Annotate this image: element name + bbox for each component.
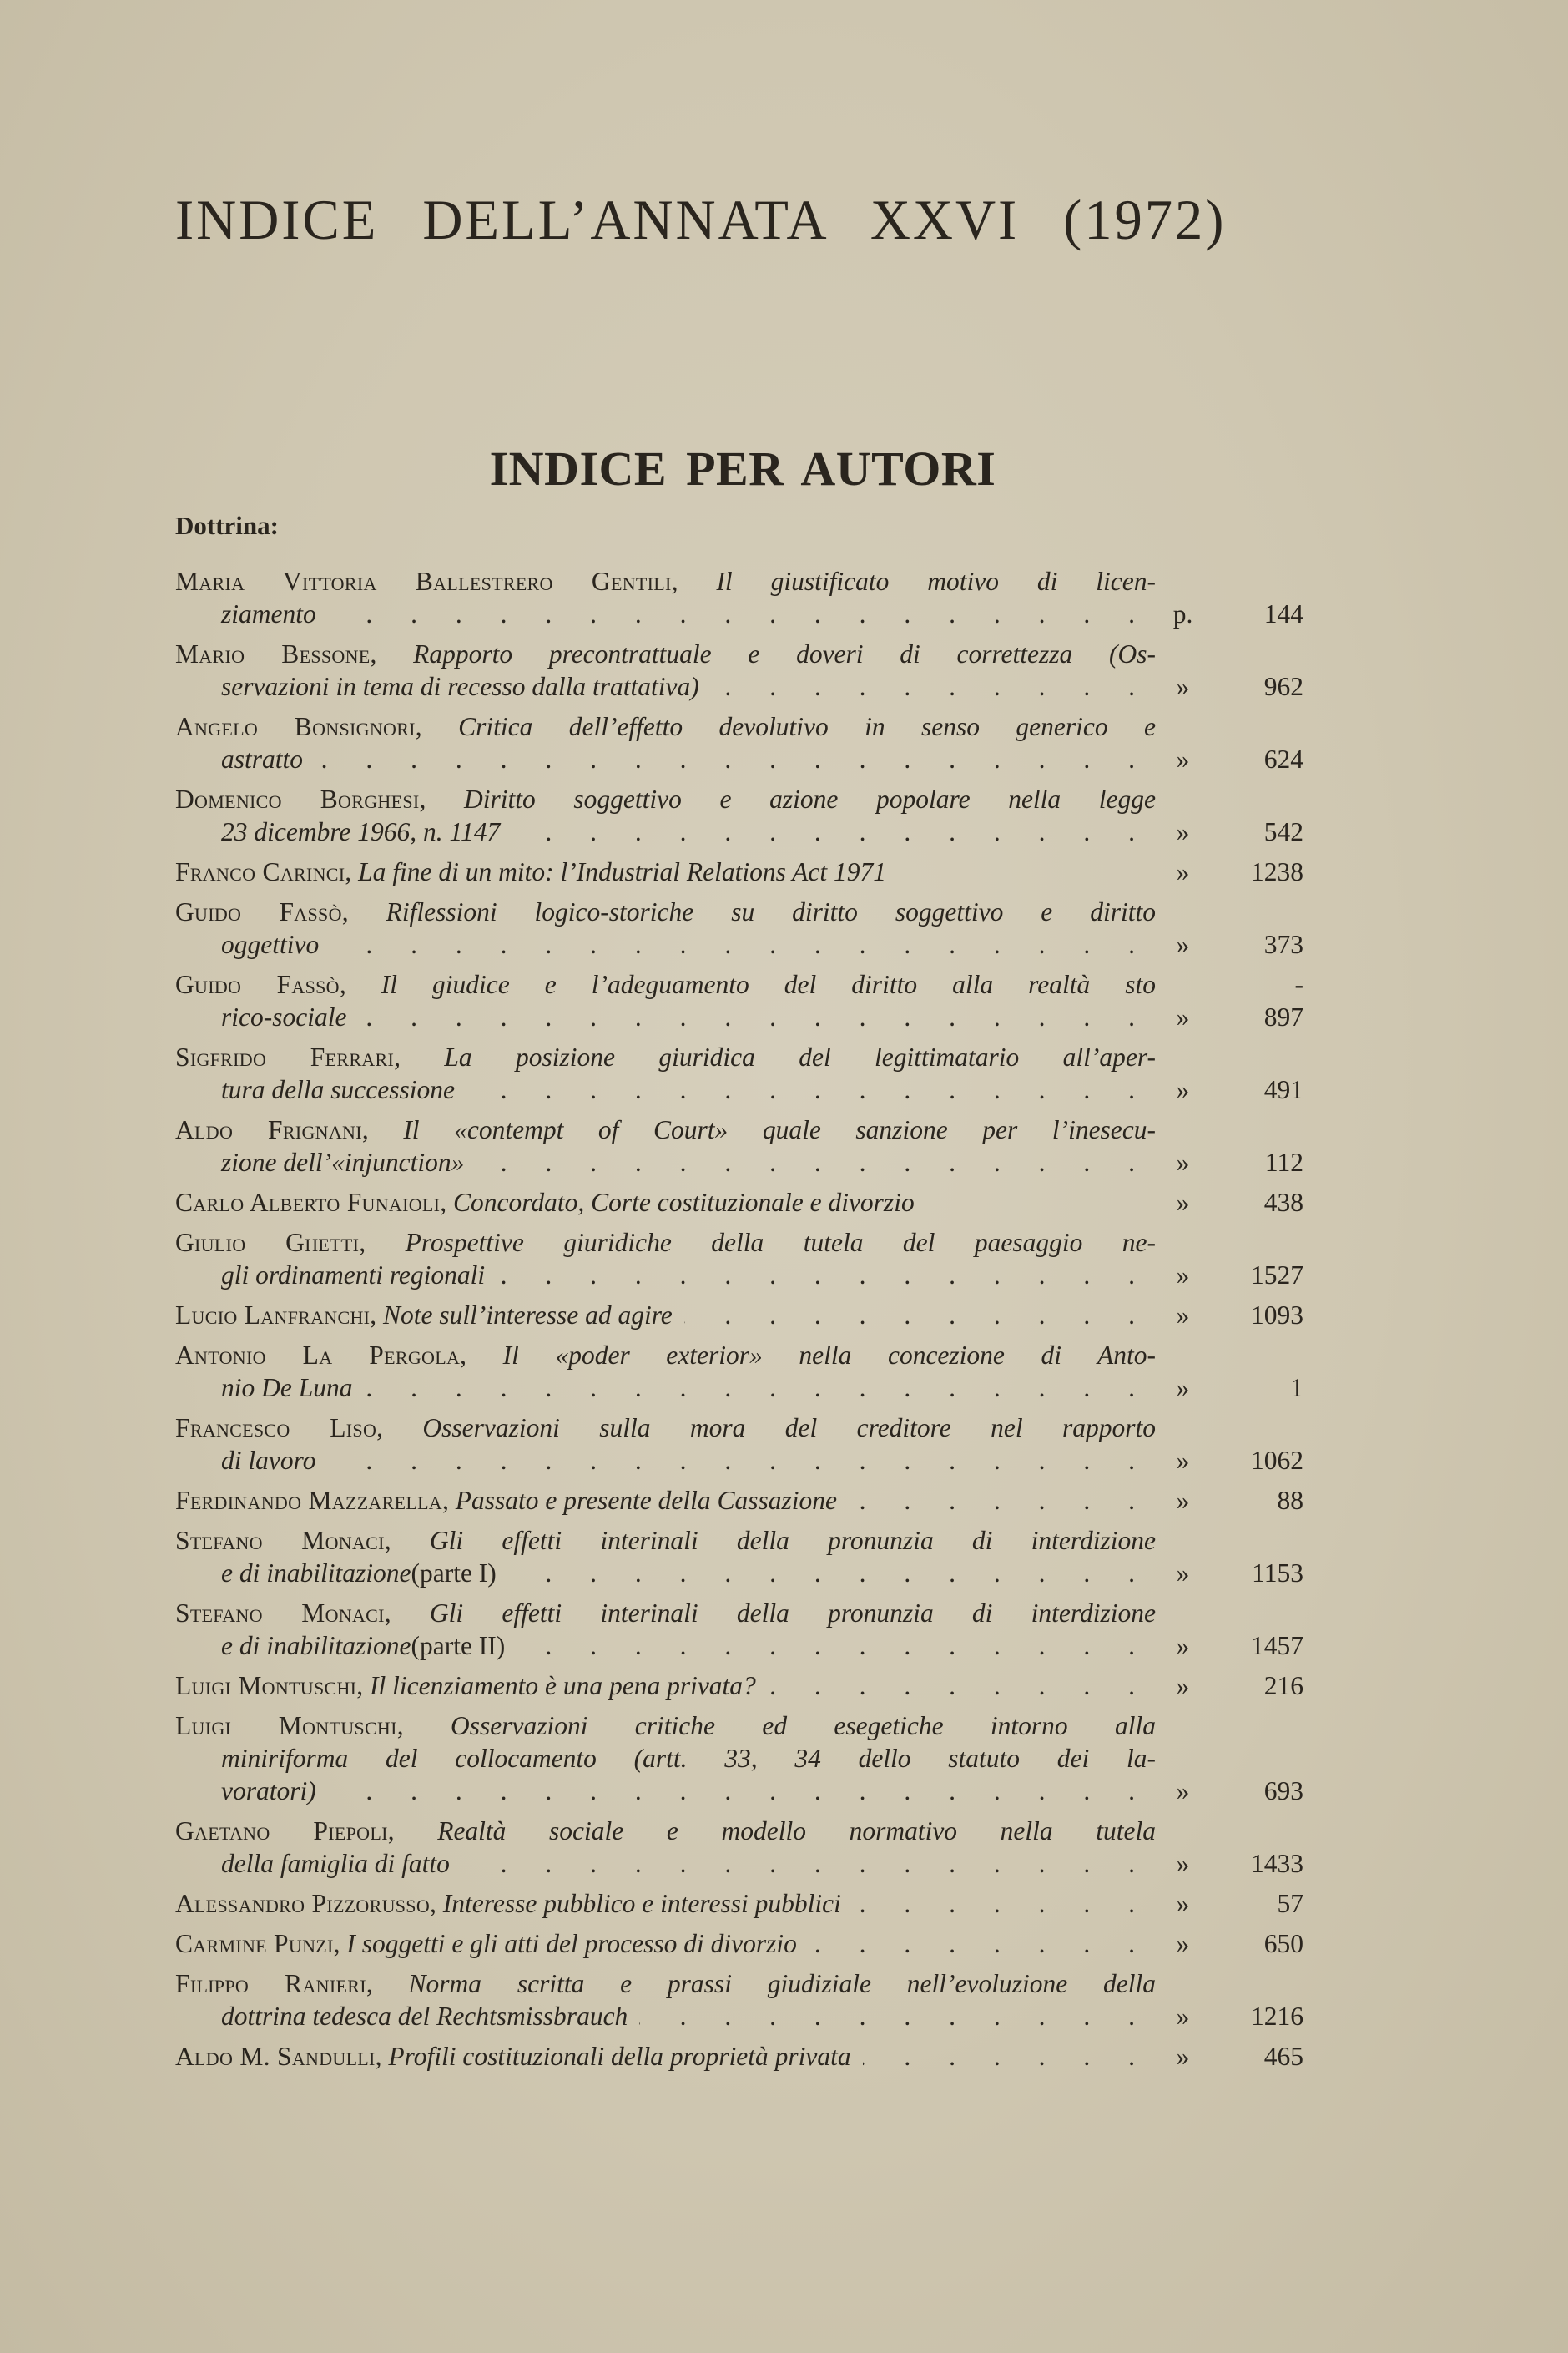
dot-leader	[328, 598, 1151, 630]
page-title: INDICE DELL’ANNATA XXVI (1972)	[175, 187, 1227, 251]
entry-author: Franco Carinci	[175, 857, 345, 886]
entry-title-line-1: Rapporto precontrattuale e doveri di correttezza (Os-	[413, 639, 1156, 669]
entry-page-ref-mark: »	[1176, 745, 1190, 774]
index-entry: Guido Fassò, Riflessioni logico-storiche su diritto soggettivo e diritto oggettivo . . . » 373	[175, 896, 1303, 961]
dot-leader	[809, 1927, 1151, 1960]
dot-leader	[853, 1887, 1151, 1920]
dot-leader	[508, 1557, 1151, 1589]
entry-page-ref-mark: »	[1176, 857, 1190, 886]
dot-leader	[466, 1073, 1151, 1106]
index-entry: Aldo M. Sandulli, Profili costituzionali della proprietà privata . . . » 465	[175, 2040, 1303, 2073]
entry-title-line-1: Osservazioni critiche ed esegetiche intorno alla	[450, 1711, 1156, 1740]
index-entry: Ferdinando Mazzarella, Passato e presente della Cassazione . . . » 88	[175, 1484, 1303, 1517]
entry-page-ref-mark: »	[1176, 1558, 1190, 1588]
entry-page-number: 144	[1263, 599, 1303, 629]
index-entry: Angelo Bonsignori, Critica dell’effetto devolutivo in senso generico e astratto . . . » 624	[175, 710, 1303, 775]
index-entry: Mario Bessone, Rapporto precontrattuale e doveri di correttezza (Os- servazioni in tema di recesso dalla trattativa) . . . » 962	[175, 638, 1303, 703]
index-entry: Guido Fassò, Il giudice e l’adeguamento del diritto alla realtà sto - rico-sociale . . . » 897	[175, 968, 1303, 1033]
entry-title-line-2: miniriforma del collocamento (artt. 33, 34 dello statuto dei la-	[221, 1744, 1156, 1773]
entry-author: Lucio Lanfranchi	[175, 1300, 371, 1330]
entry-title-last-line: e di inabilitazione	[221, 1558, 411, 1588]
index-entry: Carlo Alberto Funaioli, Concordato, Corte costituzionale e divorzio » 438	[175, 1188, 1303, 1217]
entry-title-last-line: e di inabilitazione	[221, 1631, 411, 1660]
dot-leader	[365, 1371, 1152, 1404]
entry-title-line-1: Riflessioni logico-storiche su diritto soggettivo e diritto	[386, 897, 1156, 927]
entry-author: Domenico Borghesi	[175, 785, 420, 814]
entry-author: Angelo Bonsignori	[175, 712, 416, 741]
entry-page-ref-mark: »	[1176, 1260, 1190, 1290]
entry-page-ref-mark: »	[1176, 1148, 1190, 1177]
entry-author: Mario Bessone	[175, 639, 371, 669]
entry-page-ref-mark: »	[1176, 1631, 1190, 1660]
entry-page-ref-mark: »	[1176, 930, 1190, 959]
entry-title-last-line: ziamento	[221, 599, 316, 629]
dot-leader	[768, 1669, 1151, 1702]
dot-leader	[476, 1146, 1151, 1179]
entry-author: Filippo Ranieri	[175, 1969, 366, 1998]
index-entry: Stefano Monaci, Gli effetti interinali della pronunzia di interdizione e di inabilitazione (parte I) . . . » 1153	[175, 1524, 1303, 1589]
entry-title-line-1: Osservazioni sulla mora del creditore nel rapporto	[422, 1413, 1156, 1442]
entry-title-last-line: rico-sociale	[221, 1002, 347, 1032]
index-entry: Giulio Ghetti, Prospettive giuridiche della tutela del paesaggio ne- gli ordinamenti regionali . . . » 1527	[175, 1226, 1303, 1291]
index-entry: Domenico Borghesi, Diritto soggettivo e azione popolare nella legge 23 dicembre 1966, n. 1147 . . . » 542	[175, 783, 1303, 848]
entry-page-number: 373	[1263, 930, 1303, 959]
dot-leader	[358, 1001, 1151, 1033]
dot-leader	[328, 1775, 1151, 1807]
dot-leader	[330, 928, 1151, 961]
entry-page-number: 1527	[1251, 1260, 1303, 1290]
entry-page-ref-mark: »	[1176, 1075, 1190, 1104]
entry-title-part: (parte II)	[411, 1631, 506, 1660]
entry-page-number: 650	[1263, 1929, 1303, 1958]
entry-title-last-line: gli ordinamenti regionali	[221, 1260, 486, 1290]
entry-author: Aldo M. Sandulli	[175, 2042, 376, 2071]
entry-page-number: 897	[1263, 1002, 1303, 1032]
entry-page-ref-mark: »	[1176, 1889, 1190, 1918]
entry-page-ref-mark: »	[1176, 817, 1190, 846]
entry-author: Ferdinando Mazzarella	[175, 1486, 442, 1515]
entry-title: La fine di un mito: l’Industrial Relations Act 1971	[358, 857, 887, 886]
entry-author: Sigfrido Ferrari	[175, 1043, 395, 1072]
entry-page-number: 438	[1263, 1188, 1303, 1217]
entry-page-number: 624	[1263, 745, 1303, 774]
entry-page-number: 112	[1264, 1148, 1303, 1177]
entry-page-number: 1238	[1251, 857, 1303, 886]
entry-title-line-1: Prospettive giuridiche della tutela del paesaggio ne-	[405, 1228, 1156, 1257]
entry-page-ref-mark: »	[1176, 2042, 1190, 2071]
entry-author: Guido Fassò	[175, 897, 342, 927]
entry-author: Giulio Ghetti	[175, 1228, 360, 1257]
entry-author: Guido Fassò	[175, 970, 340, 999]
entry-author: Carmine Punzi	[175, 1929, 334, 1958]
entry-author: Luigi Montuschi	[175, 1671, 357, 1700]
entry-title-line-1: Gli effetti interinali della pronunzia di interdizione	[429, 1526, 1156, 1555]
entry-author: Gaetano Piepoli	[175, 1816, 388, 1846]
index-entry: Luigi Montuschi, Il licenziamento è una pena privata? . . . » 216	[175, 1669, 1303, 1702]
entry-page-number: 1062	[1251, 1446, 1303, 1475]
entry-page-number: 962	[1263, 672, 1303, 701]
entry-page-number: 57	[1277, 1889, 1303, 1918]
entry-title-last-line: zione dell’«injunction»	[221, 1148, 465, 1177]
entry-title-last-line: voratori)	[221, 1776, 316, 1805]
index-entry: Maria Vittoria Ballestrero Gentili, Il giustificato motivo di licen- ziamento . . . p. 144	[175, 565, 1303, 630]
dot-leader	[315, 743, 1151, 775]
stray-hyphen-mark: -	[1294, 970, 1303, 999]
entry-title-last-line: di lavoro	[221, 1446, 316, 1475]
entry-author: Antonio La Pergola	[175, 1341, 461, 1370]
entry-title: Profili costituzionali della proprietà privata	[388, 2042, 851, 2071]
entry-page-ref-mark: »	[1176, 1929, 1190, 1958]
entry-title-last-line: tura della successione	[221, 1075, 455, 1104]
entry-title: I soggetti e gli atti del processo di divorzio	[346, 1929, 797, 1958]
entry-title-last-line: dottrina tedesca del Rechtsmissbrauch	[221, 2002, 628, 2031]
section-label-dottrina: Dottrina:	[175, 511, 279, 540]
entry-page-ref-mark: »	[1176, 1373, 1190, 1402]
entry-author: Alessandro Pizzorusso	[175, 1889, 431, 1918]
index-entry: Sigfrido Ferrari, La posizione giuridica del legittimatario all’aper- tura della successione . . . » 491	[175, 1041, 1303, 1106]
entry-page-number: 542	[1263, 817, 1303, 846]
index-entry: Francesco Liso, Osservazioni sulla mora del creditore nel rapporto di lavoro . . . » 1062	[175, 1411, 1303, 1477]
entry-page-number: 1093	[1251, 1300, 1303, 1330]
index-entry: Carmine Punzi, I soggetti e gli atti del processo di divorzio . . . » 650	[175, 1927, 1303, 1960]
section-title: INDICE PER AUTORI	[489, 442, 996, 497]
entry-title: Passato e presente della Cassazione	[455, 1486, 838, 1515]
entry-page-number: 216	[1263, 1671, 1303, 1700]
entry-page-ref-mark: »	[1176, 672, 1190, 701]
entry-title: Concordato, Corte costituzionale e divorzio	[453, 1188, 915, 1217]
entry-page-number: 1457	[1251, 1631, 1303, 1660]
entry-page-number: 1153	[1252, 1558, 1303, 1588]
index-entry: Stefano Monaci, Gli effetti interinali della pronunzia di interdizione e di inabilitazione (parte II) . . . » 1457	[175, 1597, 1303, 1662]
entry-title-last-line: nio De Luna	[221, 1373, 353, 1402]
entry-title-last-line: astratto	[221, 745, 304, 774]
index-entry: Franco Carinci, La fine di un mito: l’Industrial Relations Act 1971 » 1238	[175, 857, 1303, 886]
entry-page-number: 1433	[1251, 1849, 1303, 1878]
index-entry: Aldo Frignani, Il «contempt of Court» quale sanzione per l’inesecu- zione dell’«injunction» . . . » 112	[175, 1113, 1303, 1179]
entry-page-ref-mark: »	[1176, 2002, 1190, 2031]
entry-page-ref-mark: »	[1176, 1486, 1190, 1515]
index-entry: Antonio La Pergola, Il «poder exterior» nella concezione di Anto- nio De Luna . . . » 1	[175, 1339, 1303, 1404]
entry-author: Carlo Alberto Funaioli	[175, 1188, 441, 1217]
entry-page-number: 1216	[1251, 2002, 1303, 2031]
dot-leader	[639, 2000, 1151, 2032]
entry-page-number: 491	[1263, 1075, 1303, 1104]
entry-author: Francesco Liso	[175, 1413, 377, 1442]
entry-title-line-1: Gli effetti interinali della pronunzia di interdizione	[429, 1598, 1156, 1628]
dot-leader	[863, 2040, 1151, 2073]
entry-page-ref-mark: »	[1176, 1849, 1190, 1878]
dot-leader	[497, 1259, 1151, 1291]
dot-leader	[327, 1444, 1151, 1477]
dot-leader	[684, 1299, 1151, 1331]
entry-page-ref-mark: »	[1176, 1671, 1190, 1700]
dot-leader	[517, 1629, 1151, 1662]
entry-title-last-line: oggettivo	[221, 930, 320, 959]
entry-title-line-1: Realtà sociale e modello normativo nella tutela	[437, 1816, 1156, 1846]
entry-author: Stefano Monaci	[175, 1598, 385, 1628]
entry-author: Luigi Montuschi	[175, 1711, 397, 1740]
dot-leader	[512, 815, 1151, 848]
entry-title-line-1: Il «contempt of Court» quale sanzione per l’inesecu-	[403, 1115, 1156, 1144]
entry-title-line-1: Il giustificato motivo di licen-	[716, 567, 1156, 596]
index-entry: Lucio Lanfranchi, Note sull’interesse ad agire . . . » 1093	[175, 1299, 1303, 1331]
entry-title-line-1: La posizione giuridica del legittimatario all’aper-	[444, 1043, 1156, 1072]
index-entry: Alessandro Pizzorusso, Interesse pubblico e interessi pubblici . . . » 57	[175, 1887, 1303, 1920]
dot-leader	[849, 1484, 1151, 1517]
entry-page-ref-mark: »	[1176, 1188, 1190, 1217]
entry-author: Stefano Monaci	[175, 1526, 385, 1555]
entry-page-ref-mark: »	[1176, 1300, 1190, 1330]
entry-title-last-line: servazioni in tema di recesso dalla trattativa)	[221, 672, 699, 701]
entry-title-last-line: 23 dicembre 1966, n. 1147	[221, 817, 501, 846]
dot-leader	[461, 1847, 1151, 1880]
entry-page-number: 693	[1263, 1776, 1303, 1805]
entry-title: Note sull’interesse ad agire	[383, 1300, 673, 1330]
entry-title-line-1: Critica dell’effetto devolutivo in senso generico e	[458, 712, 1156, 741]
entry-page-number: 1	[1290, 1373, 1303, 1402]
entry-page-ref-mark: p.	[1172, 599, 1193, 629]
entry-page-number: 88	[1277, 1486, 1303, 1515]
entry-title-line-1: Diritto soggettivo e azione popolare nella legge	[464, 785, 1156, 814]
index-entry: Gaetano Piepoli, Realtà sociale e modello normativo nella tutela della famiglia di fatto . . . » 1433	[175, 1815, 1303, 1880]
entry-page-number: 465	[1263, 2042, 1303, 2071]
entry-title-part: (parte I)	[411, 1558, 497, 1588]
entry-title: Il licenziamento è una pena privata?	[370, 1671, 756, 1700]
index-entry: Luigi Montuschi, Osservazioni critiche ed esegetiche intorno alla miniriforma del collocamento (artt. 33, 34 dello statuto dei la- voratori) . . . » 693	[175, 1709, 1303, 1807]
entry-title-line-1: Norma scritta e prassi giudiziale nell’evoluzione della	[408, 1969, 1156, 1998]
entry-page-ref-mark: »	[1176, 1002, 1190, 1032]
author-index-list	[175, 565, 1303, 2080]
dot-leader	[711, 670, 1151, 703]
index-entry: Filippo Ranieri, Norma scritta e prassi giudiziale nell’evoluzione della dottrina tedesca del Rechtsmissbrauch . . . » 1216	[175, 1967, 1303, 2032]
entry-page-ref-mark: »	[1176, 1776, 1190, 1805]
entry-title-line-1: Il giudice e l’adeguamento del diritto alla realtà sto	[381, 970, 1156, 999]
entry-author: Aldo Frignani	[175, 1115, 362, 1144]
entry-title-last-line: della famiglia di fatto	[221, 1849, 450, 1878]
entry-author: Maria Vittoria Ballestrero Gentili	[175, 567, 672, 596]
entry-title-line-1: Il «poder exterior» nella concezione di Anto-	[502, 1341, 1156, 1370]
entry-title: Interesse pubblico e interessi pubblici	[442, 1889, 841, 1918]
entry-page-ref-mark: »	[1176, 1446, 1190, 1475]
